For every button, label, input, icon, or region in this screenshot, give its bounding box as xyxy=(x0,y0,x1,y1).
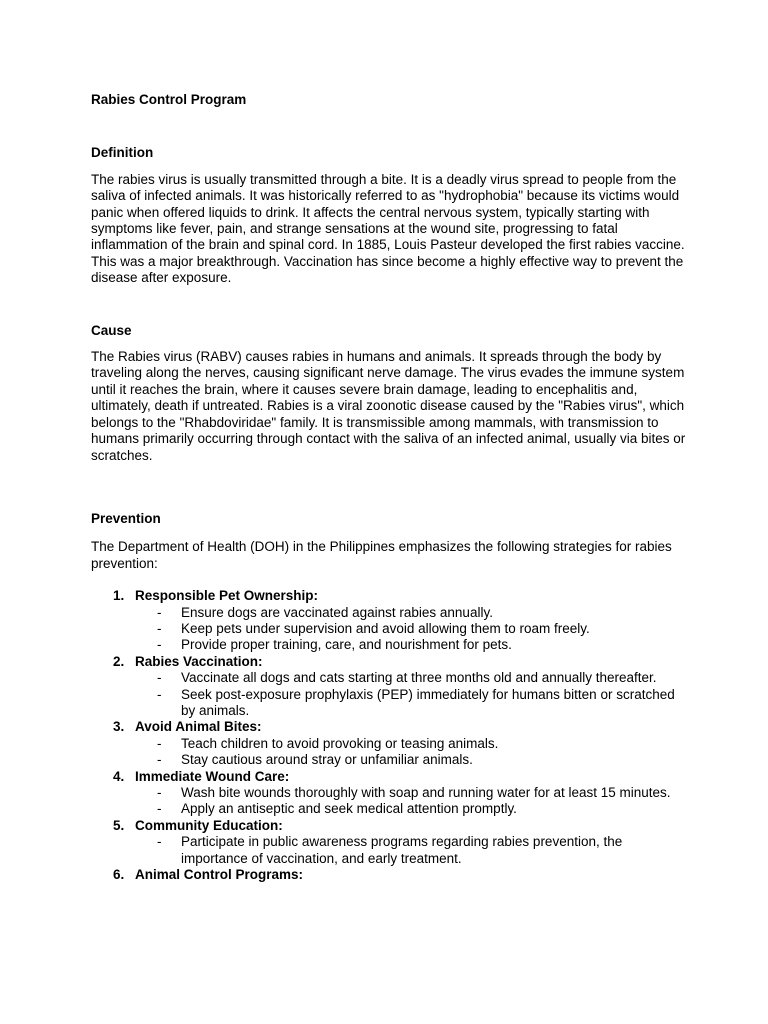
strategy-sub-item-text: Participate in public awareness programs regarding rabies prevention, the importance of vaccination, and early treatment. xyxy=(181,834,623,866)
dash-bullet: - xyxy=(157,686,162,702)
strategy-sub-item xyxy=(135,605,681,621)
dash-bullet: - xyxy=(157,785,162,800)
dash-bullet: - xyxy=(157,604,162,620)
strategy-title: Rabies Vaccination: xyxy=(135,653,263,669)
strategy-sub-item xyxy=(135,687,681,720)
dash-bullet: - xyxy=(157,752,162,768)
strategy-sub-item xyxy=(135,637,681,653)
dash-bullet: - xyxy=(157,834,162,850)
strategy-sub-item xyxy=(135,834,681,867)
prevention-strategy-list xyxy=(91,588,691,883)
strategy-number: 4. xyxy=(113,768,125,784)
strategy-sub-list xyxy=(135,605,691,654)
definition-paragraph: The rabies virus is usually transmitted through a bite. It is a deadly virus spread to people from the saliva of infected animals. It was historically referred to as "hydrophobia" because its victims would panic when offered liquids to drink. It affects the central nervous system, typically starting with symptoms like fever, pain, and strange sensations at the wound site, progressing to fatal inflammation of the brain and spinal cord. In 1885, Louis Pasteur developed the first rabies vaccine. This was a major breakthrough. Vaccination has since become a highly effective way to prevent the disease after exposure. xyxy=(91,171,685,286)
strategy-title: Immediate Wound Care: xyxy=(135,768,290,784)
prevention-intro-paragraph: The Department of Health (DOH) in the Philippines emphasizes the following strategies for rabies prevention: xyxy=(91,539,672,571)
definition-heading: Definition xyxy=(91,145,154,161)
dash-bullet: - xyxy=(157,620,162,636)
strategy-item xyxy=(91,719,691,768)
document-title: Rabies Control Program xyxy=(91,92,247,107)
strategy-sub-list xyxy=(135,834,691,867)
strategy-sub-item-text: Teach children to avoid provoking or teasing animals. xyxy=(181,735,499,751)
cause-paragraph: The Rabies virus (RABV) causes rabies in humans and animals. It spreads through the body by traveling along the nerves, causing significant nerve damage. The virus evades the immune system until it reaches the brain, where it causes severe brain damage, leading to encephalitis and, ultimately, death if untreated. Rabies is a viral zoonotic disease caused by the "Rabies virus", which belongs to the "Rhabdoviridae" family. It is transmissible among mammals, with transmission to humans primarily occurring through contact with the saliva of an infected animal, usually via bites or scratches. xyxy=(91,349,686,463)
strategy-sub-list xyxy=(135,785,691,818)
strategy-sub-item-text: Ensure dogs are vaccinated against rabies annually. xyxy=(181,604,493,620)
dash-bullet: - xyxy=(157,801,162,817)
strategy-sub-item-text: Vaccinate all dogs and cats starting at three months old and annually thereafter. xyxy=(181,670,657,686)
strategy-sub-item xyxy=(135,752,681,768)
strategy-number: 6. xyxy=(113,867,125,883)
document-page xyxy=(91,92,691,883)
strategy-number: 3. xyxy=(113,719,125,735)
strategy-title: Responsible Pet Ownership: xyxy=(135,588,319,604)
strategy-sub-item xyxy=(135,670,681,686)
dash-bullet: - xyxy=(157,735,162,751)
dash-bullet: - xyxy=(157,670,162,686)
strategy-sub-item xyxy=(135,785,681,801)
strategy-number: 5. xyxy=(113,817,125,833)
strategy-sub-item-text: Stay cautious around stray or unfamiliar animals. xyxy=(181,752,473,768)
strategy-sub-list xyxy=(135,670,691,719)
strategy-sub-list xyxy=(135,736,691,769)
strategy-sub-item-text: Provide proper training, care, and nourishment for pets. xyxy=(181,637,512,653)
strategy-item xyxy=(91,654,691,720)
strategy-item xyxy=(91,867,691,883)
strategy-sub-item-text: Wash bite wounds thoroughly with soap and running water for at least 15 minutes. xyxy=(181,785,671,800)
strategy-item xyxy=(91,588,691,654)
strategy-item xyxy=(91,769,691,818)
cause-heading: Cause xyxy=(91,322,132,338)
strategy-item xyxy=(91,818,691,867)
strategy-sub-item xyxy=(135,736,681,752)
strategy-sub-item xyxy=(135,801,681,817)
strategy-number: 2. xyxy=(113,653,125,669)
strategy-title: Community Education: xyxy=(135,817,283,833)
prevention-heading: Prevention xyxy=(91,510,161,526)
strategy-sub-item-text: Seek post-exposure prophylaxis (PEP) immediately for humans bitten or scratched by animals. xyxy=(181,686,675,718)
strategy-sub-item xyxy=(135,621,681,637)
strategy-number: 1. xyxy=(113,588,125,604)
dash-bullet: - xyxy=(157,637,162,653)
strategy-title: Avoid Animal Bites: xyxy=(135,719,262,735)
strategy-title: Animal Control Programs: xyxy=(135,867,304,883)
strategy-sub-item-text: Keep pets under supervision and avoid allowing them to roam freely. xyxy=(181,620,590,636)
strategy-sub-item-text: Apply an antiseptic and seek medical attention promptly. xyxy=(181,801,517,817)
